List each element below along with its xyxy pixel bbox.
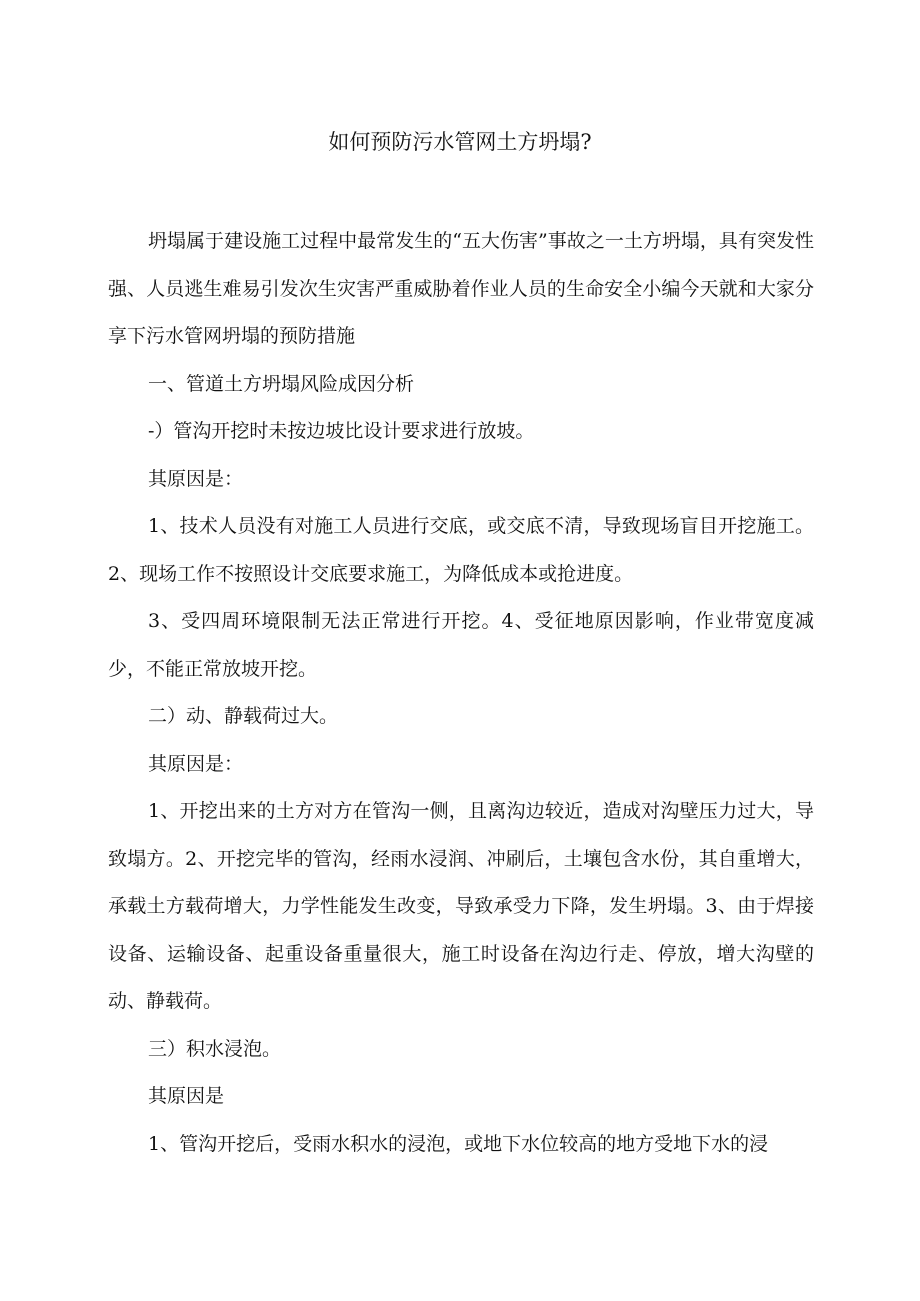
section-heading: 一、管道土方坍塌风险成因分析 [148,372,415,395]
body-paragraph: 3、受四周环境限制无法正常进行开挖。4、受征地原因影响，作业带宽度减少，不能正常放坡开挖。 [108,610,814,680]
body-paragraph: 1、技术人员没有对施工人员进行交底，或交底不清，导致现场盲目开挖施工。2、现场工作不按照设计交底要求施工，为降低成本或抢进度。 [108,515,814,585]
reason-label: 其原因是： [148,752,244,775]
subsection-heading: 三）积水浸泡。 [148,1037,282,1060]
document-title: 如何预防污水管网土方坍塌? [328,130,592,154]
subsection-heading: -）管沟开挖时未按边坡比设计要求进行放坡。 [148,420,535,442]
body-paragraph: 1、管沟开挖后，受雨水积水的浸泡，或地下水位较高的地方受地下水的浸 [148,1132,769,1155]
document-body [108,218,814,1168]
intro-paragraph: 坍塌属于建设施工过程中最常发生的“五大伤害”事故之一土方坍塌，具有突发性强、人员逃生难易引发次生灾害严重威胁着作业人员的生命安全小编今天就和大家分享下污水管网坍塌的预防措施 [108,230,814,347]
reason-label: 其原因是： [148,467,244,490]
body-paragraph: 1、开挖出来的土方对方在管沟一侧，且离沟边较近，造成对沟壁压力过大，导致塌方。2、开挖完毕的管沟，经雨水浸润、冲刷后，土壤包含水份，其自重增大，承载土方载荷增大，力学性能发生改变，导致承受力下降，发生坍塌。3、由于焊接设备、运输设备、起重设备重量很大，施工时设备在沟边行走、停放，增大沟壁的动、静载荷。 [108,800,814,1012]
reason-label: 其原因是 [148,1085,225,1107]
subsection-heading: 二）动、静载荷过大。 [148,705,339,727]
